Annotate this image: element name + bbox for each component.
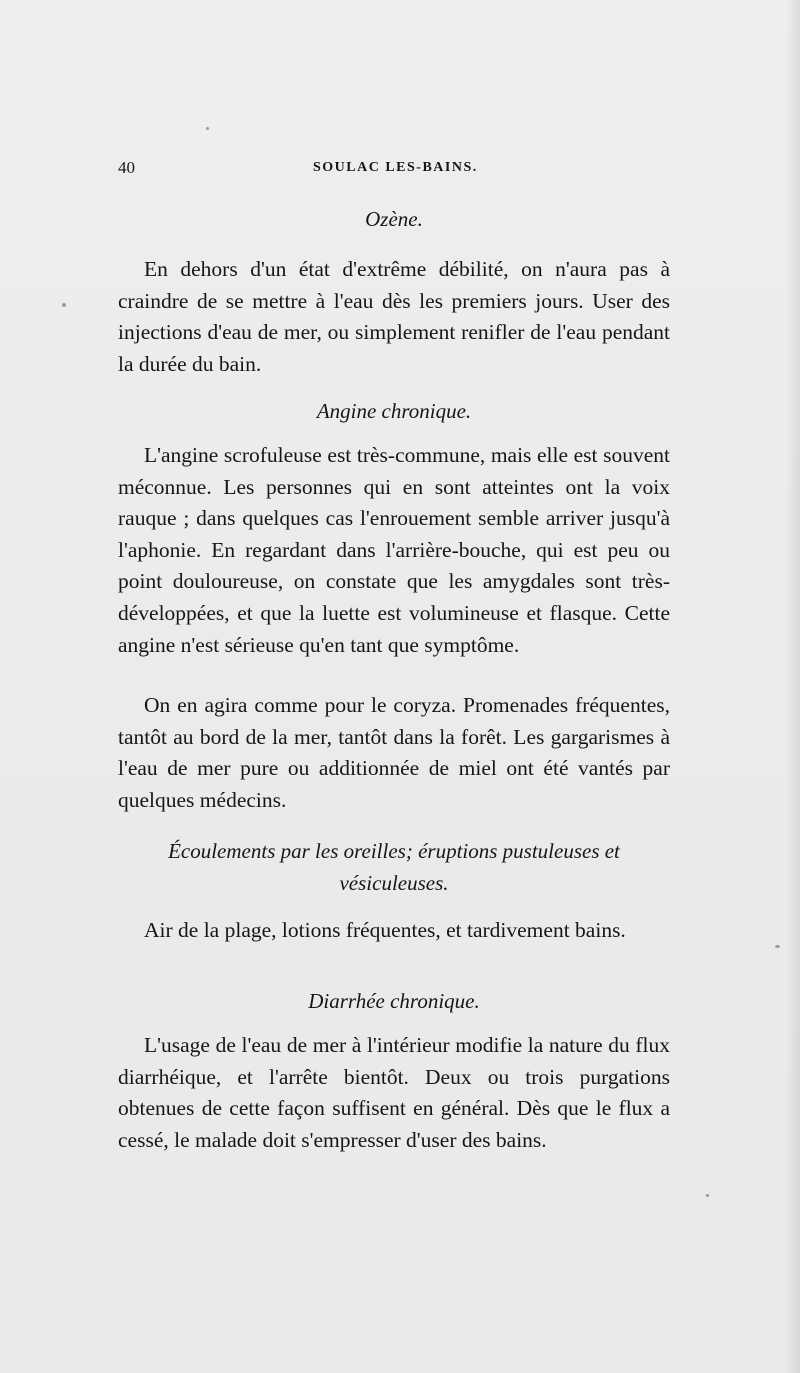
heading-ozene: Ozène. <box>365 207 423 231</box>
running-header <box>118 158 670 182</box>
paragraph-diarrhee: L'usage de l'eau de mer à l'intérieur modifie la nature du flux diarrhéique, et l'arrête bientôt. Deux ou trois purgations obtenues de cette façon suffisent en général. Dès que le flux a cessé, le malade doit s'empresser d'user des bains. <box>118 1033 670 1152</box>
paper-speck <box>706 1194 709 1197</box>
paper-speck <box>775 945 780 948</box>
running-title: SOULAC LES-BAINS. <box>313 160 478 175</box>
heading-ecoulements: Écoulements par les oreilles; éruptions pustuleuses et vésiculeuses. <box>168 839 620 895</box>
page-gutter-shadow <box>786 0 800 1373</box>
paragraph-angine-2: On en agira comme pour le coryza. Promenades fréquentes, tantôt au bord de la mer, tantôt dans la forêt. Les gargarismes à l'eau de mer pure ou additionnée de miel ont été vantés par quelques médecins. <box>118 693 670 812</box>
paper-speck <box>206 127 209 130</box>
paper-speck <box>62 303 66 307</box>
paragraph-angine-1: L'angine scrofuleuse est très-commune, mais elle est souvent méconnue. Les personnes qui en sont atteintes ont la voix rauque ; dans quelques cas l'enrouement semble arriver jusqu'à l'aphonie. En regardant dans l'arrière-bouche, qui est peu ou point douloureuse, on constate que les amygdales sont très-développées, et que la luette est volumineuse et flasque. Cette angine n'est sérieuse qu'en tant que symptôme. <box>118 443 670 657</box>
heading-diarrhee-chronique: Diarrhée chronique. <box>308 989 480 1013</box>
paragraph-ecoulements: Air de la plage, lotions fréquentes, et tardivement bains. <box>144 918 626 942</box>
paragraph-ozene: En dehors d'un état d'extrême débilité, on n'aura pas à craindre de se mettre à l'eau dès les premiers jours. User des injections d'eau de mer, ou simplement renifler de l'eau pendant la durée du bain. <box>118 257 670 376</box>
page-number: 40 <box>118 158 135 177</box>
heading-angine-chronique: Angine chronique. <box>316 399 472 423</box>
